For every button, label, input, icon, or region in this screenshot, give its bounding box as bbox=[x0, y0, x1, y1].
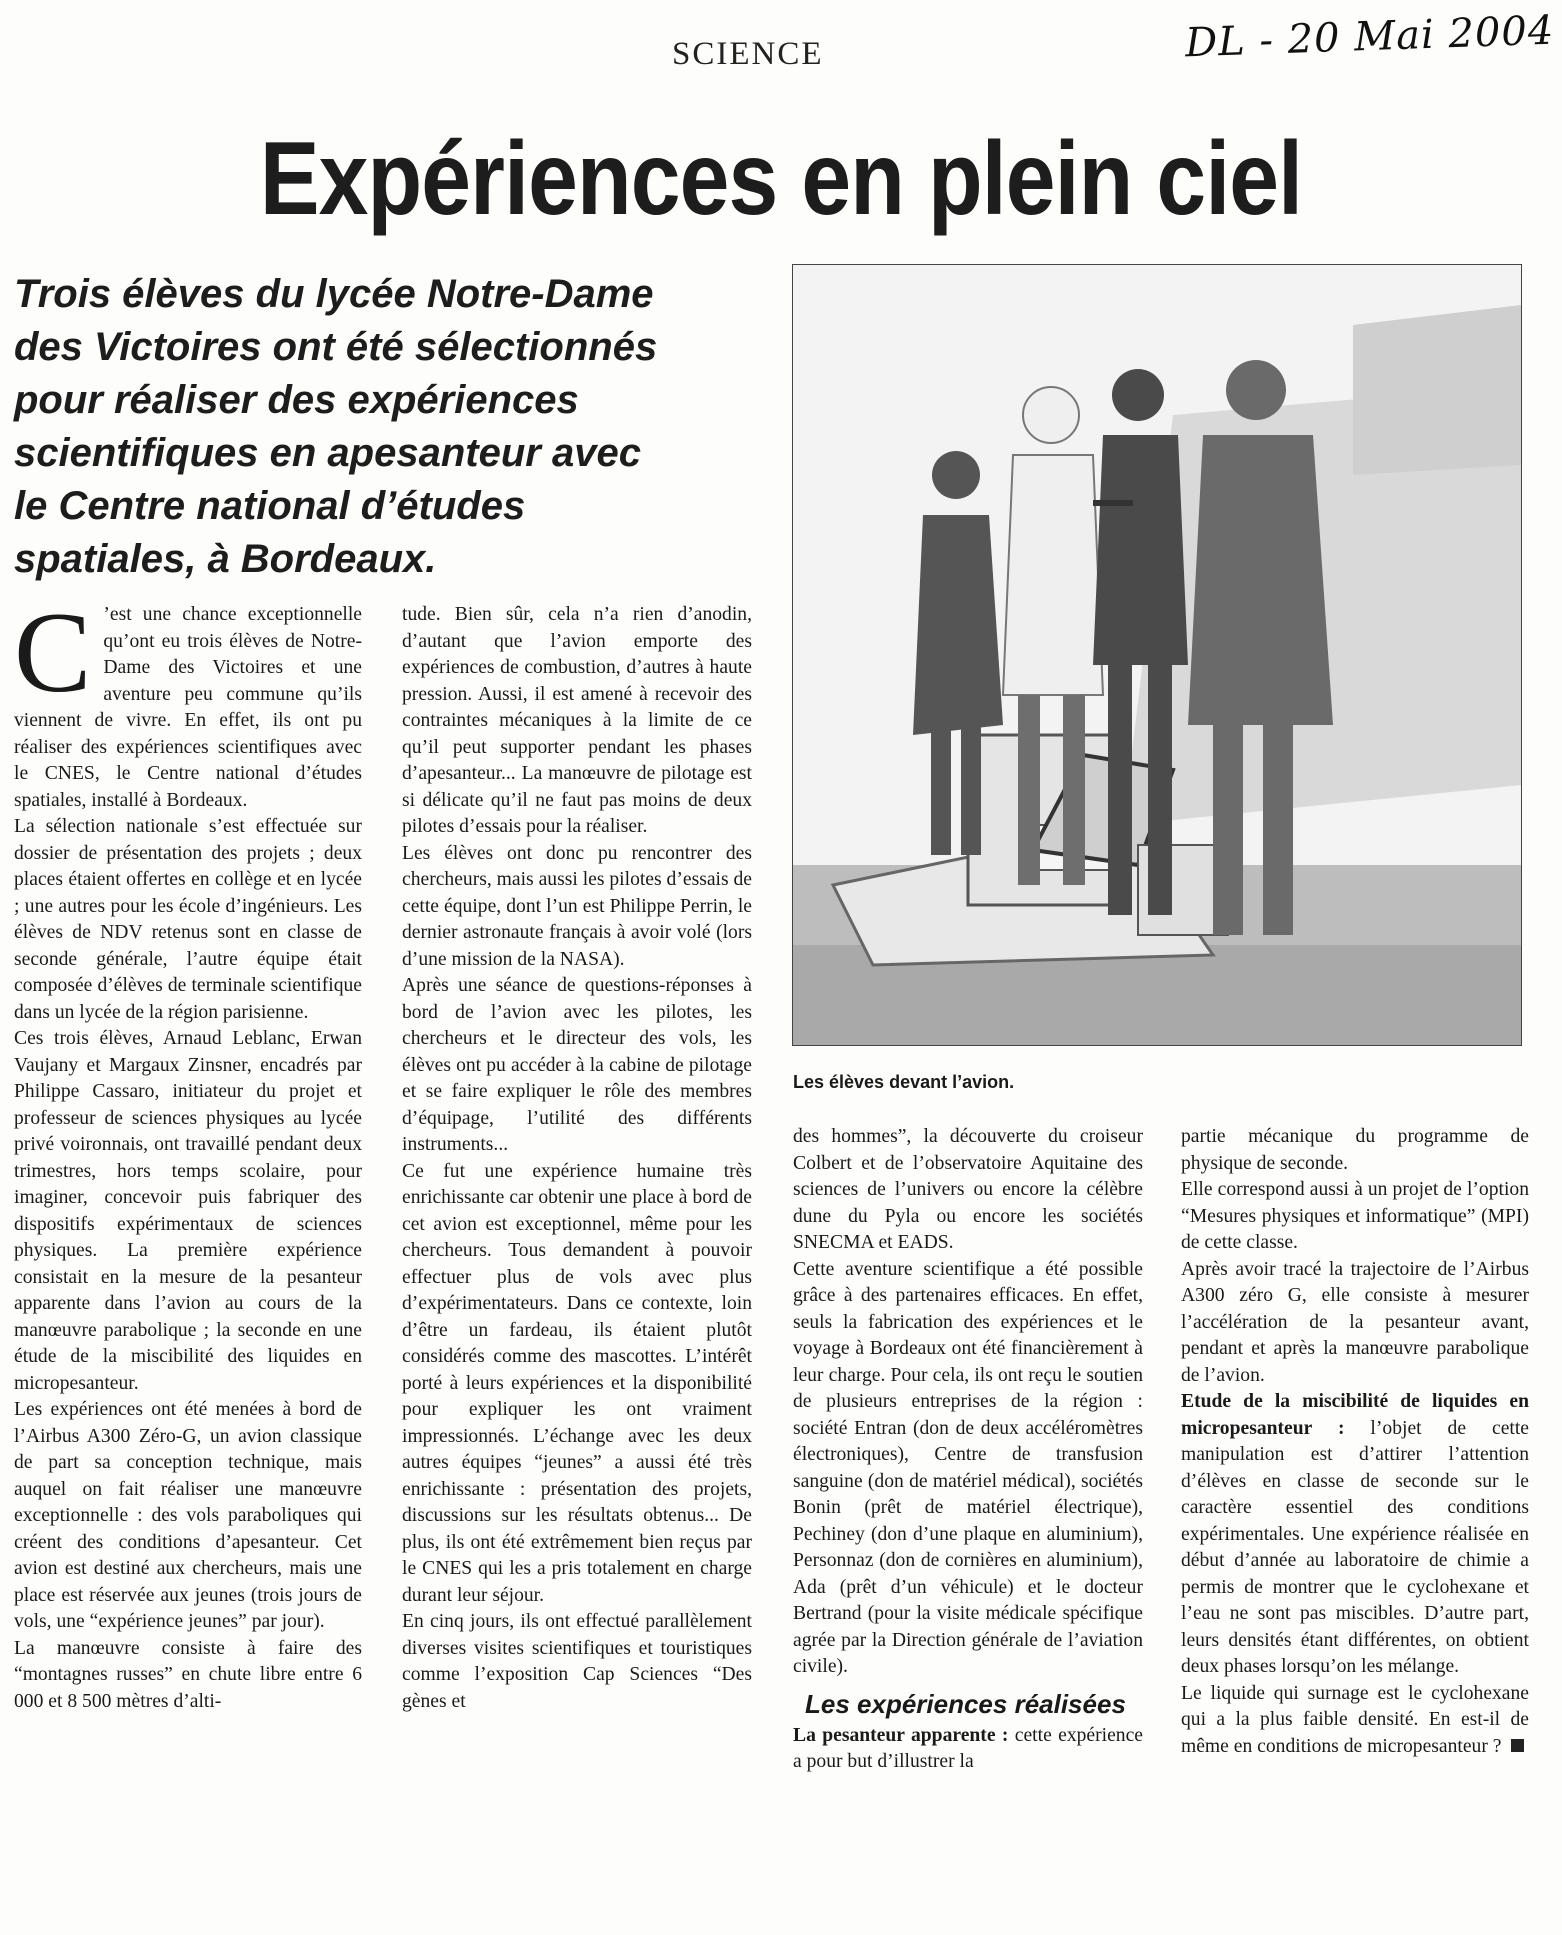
photo-illustration bbox=[793, 265, 1521, 1045]
article-lead: Trois élèves du lycée Notre-Dame des Victoires ont été sélectionnés pour réaliser des expériences scientifiques en apesanteur avec le Centre national d’études spatiales, à Bordeaux. bbox=[14, 272, 658, 581]
article-column-4 bbox=[1181, 1124, 1529, 1760]
paragraph: Après une séance de questions-réponses à bord de l’avion avec les pilotes, les chercheurs et le directeur des vols, les élèves ont pu accéder à la cabine de pilotage et se faire expliquer le rôle des membres d’équipage, l’utilité des différents instruments... bbox=[402, 975, 752, 1155]
paragraph: Ce fut une expérience humaine très enrichissante car obtenir une place à bord de cet avion est exceptionnel, même pour les chercheurs. Tous demandent à pouvoir effectuer plus de vols avec plus d’expérimentateurs. Dans ce contexte, loin d’être un fardeau, ils étaient plutôt considérés comme des mascottes. L’intérêt porté à leurs expériences et la disponibilité pour expliquer les ont vraiment impressionnés. L’échange avec les deux autres équipes “jeunes” a aussi été très enrichissante : présentation des projets, discussions sur les résultats obtenus... De plus, ils ont été extrêmement bien reçus par le CNES qui les a pris totalement en charge durant leur séjour. bbox=[402, 1160, 752, 1606]
paragraph: Après avoir tracé la trajectoire de l’Airbus A300 zéro G, elle consiste à mesurer l’accélération de la pesanteur avant, pendant et après la manœuvre parabolique de l’avion. bbox=[1181, 1258, 1529, 1386]
paragraph: Cette aventure scientifique a été possible grâce à des partenaires efficaces. En effet, seuls la fabrication des expériences et le voyage à Bordeaux ont été financièrement à leur charge. Pour cela, ils ont reçu le soutien de plusieurs entreprises de la région : société Entran (don de deux accéléromètres électroniques), Centre de transfusion sanguine (don de matériel médical), sociétés Bonin (prêt de matériel électrique), Pechiney (don d’une plaque en aluminium), Personnaz (don de cornières en aluminium), Ada (prêt d’un véhicule) et le docteur Bertrand (pour la visite médicale spécifique agrée par la Direction générale de l’aviation civile). bbox=[793, 1258, 1143, 1677]
paragraph: Les élèves ont donc pu rencontrer des chercheurs, mais aussi les pilotes d’essais de cette équipe, dont l’un est Philippe Perrin, le dernier astronaute français à avoir volé (lors d’une mission de la NASA). bbox=[402, 842, 752, 970]
paragraph: Ces trois élèves, Arnaud Leblanc, Erwan Vaujany et Margaux Zinsner, encadrés par Philippe Cassaro, initiateur du projet et professeur de sciences physiques au lycée privé voironnais, ont travaillé pendant deux trimestres, hors temps scolaire, pour imaginer, concevoir puis fabriquer des dispositifs expérimentaux de sciences physiques. La première expérience consistait en la mesure de la pesanteur apparente dans l’avion au cours de la manœuvre parabolique ; la seconde en une étude de la miscibilité des liquides en micropesanteur. bbox=[14, 1028, 362, 1394]
paragraph: des hommes”, la découverte du croiseur Colbert et de l’observatoire Aquitaine des sciences de l’univers ou encore la célèbre dune du Pyla ou encore les sociétés SNECMA et EADS. bbox=[793, 1126, 1143, 1253]
section-rubric: SCIENCE bbox=[672, 36, 824, 72]
paragraph: partie mécanique du programme de physique de seconde. bbox=[1181, 1126, 1529, 1174]
show-through-top bbox=[360, 0, 790, 40]
paragraph-lead-in: La pesanteur apparente : bbox=[793, 1724, 1009, 1746]
paragraph: Les expériences ont été menées à bord de l’Airbus A300 Zéro-G, un avion classique de part sa conception technique, mais auquel on fait réaliser une manœuvre exceptionnelle : des vols paraboliques qui créent des conditions d’apesanteur. Cet avion est destiné aux chercheurs, mais une place est réservée aux jeunes (trois jours de vols, une “expérience jeunes” par jour). bbox=[14, 1399, 362, 1632]
handwritten-date: DL - 20 Mai 2004 bbox=[1184, 7, 1556, 67]
paragraph bbox=[1181, 1681, 1529, 1761]
paragraph: La sélection nationale s’est effectuée sur dossier de présentation des projets ; deux places étaient offertes en collège et en lycée ; une autres pour les école d’ingénieurs. Les élèves de NDV retenus sont en classe de seconde générale, l’autre équipe était composée d’élèves de terminale scientifique dans un lycée de la région parisienne. bbox=[14, 816, 362, 1023]
paragraph: En cinq jours, ils ont effectué parallèlement diverses visites scientifiques et touristiques comme l’exposition Cap Sciences “Des gènes et bbox=[402, 1611, 752, 1712]
paragraph: ’est une chance exceptionnelle qu’ont eu trois élèves de Notre-Dame des Victoires et une aventure peu commune qu’ils viennent de vivre. En effet, ils ont pu réaliser des expériences scientifiques avec le CNES, le Centre national d’études spatiales, installé à Bordeaux. bbox=[14, 604, 362, 811]
article-column-2 bbox=[402, 602, 752, 1715]
photo-caption: Les élèves devant l’avion. bbox=[793, 1072, 1015, 1092]
paragraph: La manœuvre consiste à faire des “montagnes russes” en chute libre entre 6 000 et 8 500 mètres d’alti- bbox=[14, 1637, 362, 1712]
paragraph bbox=[793, 1723, 1143, 1776]
paragraph: tude. Bien sûr, cela n’a rien d’anodin, d’autant que l’avion emporte des expériences de combustion, d’autres à haute pression. Aussi, il est amené à recevoir des contraintes mécaniques à la limite de ce qu’il peut supporter pendant les phases d’apesanteur... La manœuvre de pilotage est si délicate qu’il ne faut pas moins de deux pilotes d’essais pour la réaliser. bbox=[402, 604, 752, 837]
paragraph-text: cette expérience a pour but d’illustrer la bbox=[793, 1724, 1143, 1772]
paragraph-text: l’objet de cette manipulation est d’attirer l’attention d’élèves en classe de seconde sur le caractère essentiel des conditions expérimentales. Une expérience réalisée en début d’année au laboratoire de chimie a permis de montrer que le cyclohexane et l’eau ne sont pas miscibles. D’autre part, leurs densités étant différentes, on obtient deux phases lorsqu’on les mélange. bbox=[1181, 1417, 1529, 1677]
paragraph bbox=[1181, 1389, 1529, 1681]
drop-cap: C bbox=[14, 589, 92, 717]
article-column-1 bbox=[14, 589, 362, 1715]
article-photo bbox=[792, 264, 1522, 1046]
end-of-article-mark bbox=[1511, 1739, 1524, 1752]
paragraph-text: Le liquide qui surnage est le cyclohexane qui a la plus faible densité. En est-il de même en conditions de micropesanteur ? bbox=[1181, 1682, 1529, 1757]
paragraph: Elle correspond aussi à un projet de l’option “Mesures physiques et informatique” (MPI) de cette classe. bbox=[1181, 1179, 1529, 1253]
show-through-bottom bbox=[0, 1840, 790, 1927]
paragraph-lead-in: Etude de la miscibilité de liquides en micropesanteur : bbox=[1181, 1391, 1529, 1439]
article-headline: Expériences en plein ciel bbox=[259, 121, 1303, 237]
section-subheading: Les expériences réalisées bbox=[805, 1688, 1126, 1719]
article-column-3 bbox=[793, 1124, 1143, 1776]
